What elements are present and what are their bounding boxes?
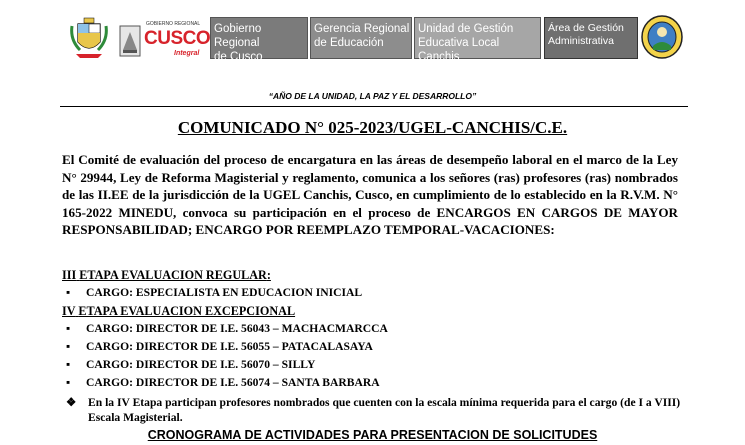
stage-4-label: ETAPA EVALUACION EXCEPCIONAL bbox=[78, 304, 296, 318]
page-title: COMUNICADO N° 025-2023/UGEL-CANCHIS/C.E. bbox=[177, 118, 568, 137]
square-bullet-icon: ▪ bbox=[66, 358, 71, 371]
header-box-line2: Educativa Local Canchis bbox=[418, 37, 500, 63]
square-bullet-icon: ▪ bbox=[66, 322, 71, 335]
list-item bbox=[66, 358, 315, 371]
peru-coat-of-arms-icon bbox=[70, 16, 108, 60]
square-bullet-icon: ▪ bbox=[66, 340, 71, 353]
stage-3-numeral: III bbox=[62, 268, 77, 282]
ugel-canchis-seal-icon bbox=[640, 14, 684, 60]
announcement-emphasis: ENCARGOS EN CARGOS DE MAYOR RESPONSABILIDAD; ENCARGO POR REEMPLAZO TEMPORAL-VACACIONES: bbox=[62, 204, 678, 238]
header-box-line1: Gerencia Regional bbox=[314, 23, 410, 35]
letterhead bbox=[0, 0, 745, 80]
square-bullet-icon: ▪ bbox=[66, 376, 71, 389]
stage-3-heading: III ETAPA EVALUACION REGULAR: bbox=[62, 268, 271, 282]
header-box-gobierno-regional bbox=[210, 17, 308, 63]
list-item-text: CARGO: ESPECIALISTA EN EDUCACION INICIAL bbox=[86, 286, 363, 299]
year-motto: “AÑO DE LA UNIDAD, LA PAZ Y EL DESARROLLO” bbox=[268, 91, 477, 101]
diamond-bullet-icon: ❖ bbox=[66, 396, 77, 409]
schedule-heading: CRONOGRAMA DE ACTIVIDADES PARA PRESENTACION DE SOLICITUDES bbox=[147, 428, 598, 442]
cusco-logo-text: CUSCO bbox=[144, 28, 211, 49]
stage-4-numeral: IV bbox=[62, 304, 76, 318]
list-item bbox=[66, 376, 380, 389]
stage-3-label: ETAPA EVALUACION REGULAR bbox=[79, 268, 267, 282]
header-box-area-gestion bbox=[544, 17, 638, 59]
header-box-line1: Área de Gestión bbox=[548, 22, 624, 34]
cusco-logo-top-text: GOBIERNO REGIONAL bbox=[146, 21, 201, 27]
header-box-line2: Administrativa bbox=[548, 35, 614, 47]
announcement-text: El Comité de evaluación del proceso de encargatura en las áreas de desempeño laboral en el marco de la Ley N° 29944, Ley de Reforma Magisterial y reglamento, comunica a los señores (ras) profesores (ras) nombrados de las II.EE de la jurisdicción de la UGEL Canchis, Cusco, en cumplimiento de lo establecido en la R.V.M. N° 165-2022 MINEDU, convoca su participación en el proceso de bbox=[62, 152, 678, 220]
eligibility-note-text: En la IV Etapa participan profesores nombrados que cuenten con la escala mínima requerida para el cargo (de I a VIII) Escala Magisterial. bbox=[88, 396, 681, 424]
header-divider bbox=[60, 106, 688, 107]
cusco-regional-logo bbox=[116, 20, 211, 64]
header-box-line2: de Cusco bbox=[214, 51, 263, 63]
list-item-text: CARGO: DIRECTOR DE I.E. 56074 – SANTA BARBARA bbox=[86, 376, 380, 389]
list-item-text: CARGO: DIRECTOR DE I.E. 56043 – MACHACMARCCA bbox=[86, 322, 388, 335]
cusco-emblem-icon bbox=[118, 24, 142, 58]
header-box-line1: Gobierno Regional bbox=[214, 23, 262, 49]
list-item bbox=[66, 286, 362, 299]
list-item bbox=[66, 322, 388, 335]
cusco-logo-subtext: Integral bbox=[174, 50, 200, 57]
header-box-gerencia-regional bbox=[310, 17, 412, 59]
header-box-ugel bbox=[414, 17, 541, 63]
list-item-text: CARGO: DIRECTOR DE I.E. 56070 – SILLY bbox=[86, 358, 316, 371]
header-box-line2: de Educación bbox=[314, 37, 384, 49]
square-bullet-icon: ▪ bbox=[66, 286, 71, 299]
announcement-paragraph bbox=[62, 151, 678, 239]
list-item bbox=[66, 340, 373, 353]
list-item-text: CARGO: DIRECTOR DE I.E. 56055 – PATACALASAYA bbox=[86, 340, 373, 353]
stage-4-heading bbox=[62, 304, 295, 319]
header-box-line1: Unidad de Gestión bbox=[418, 23, 514, 35]
